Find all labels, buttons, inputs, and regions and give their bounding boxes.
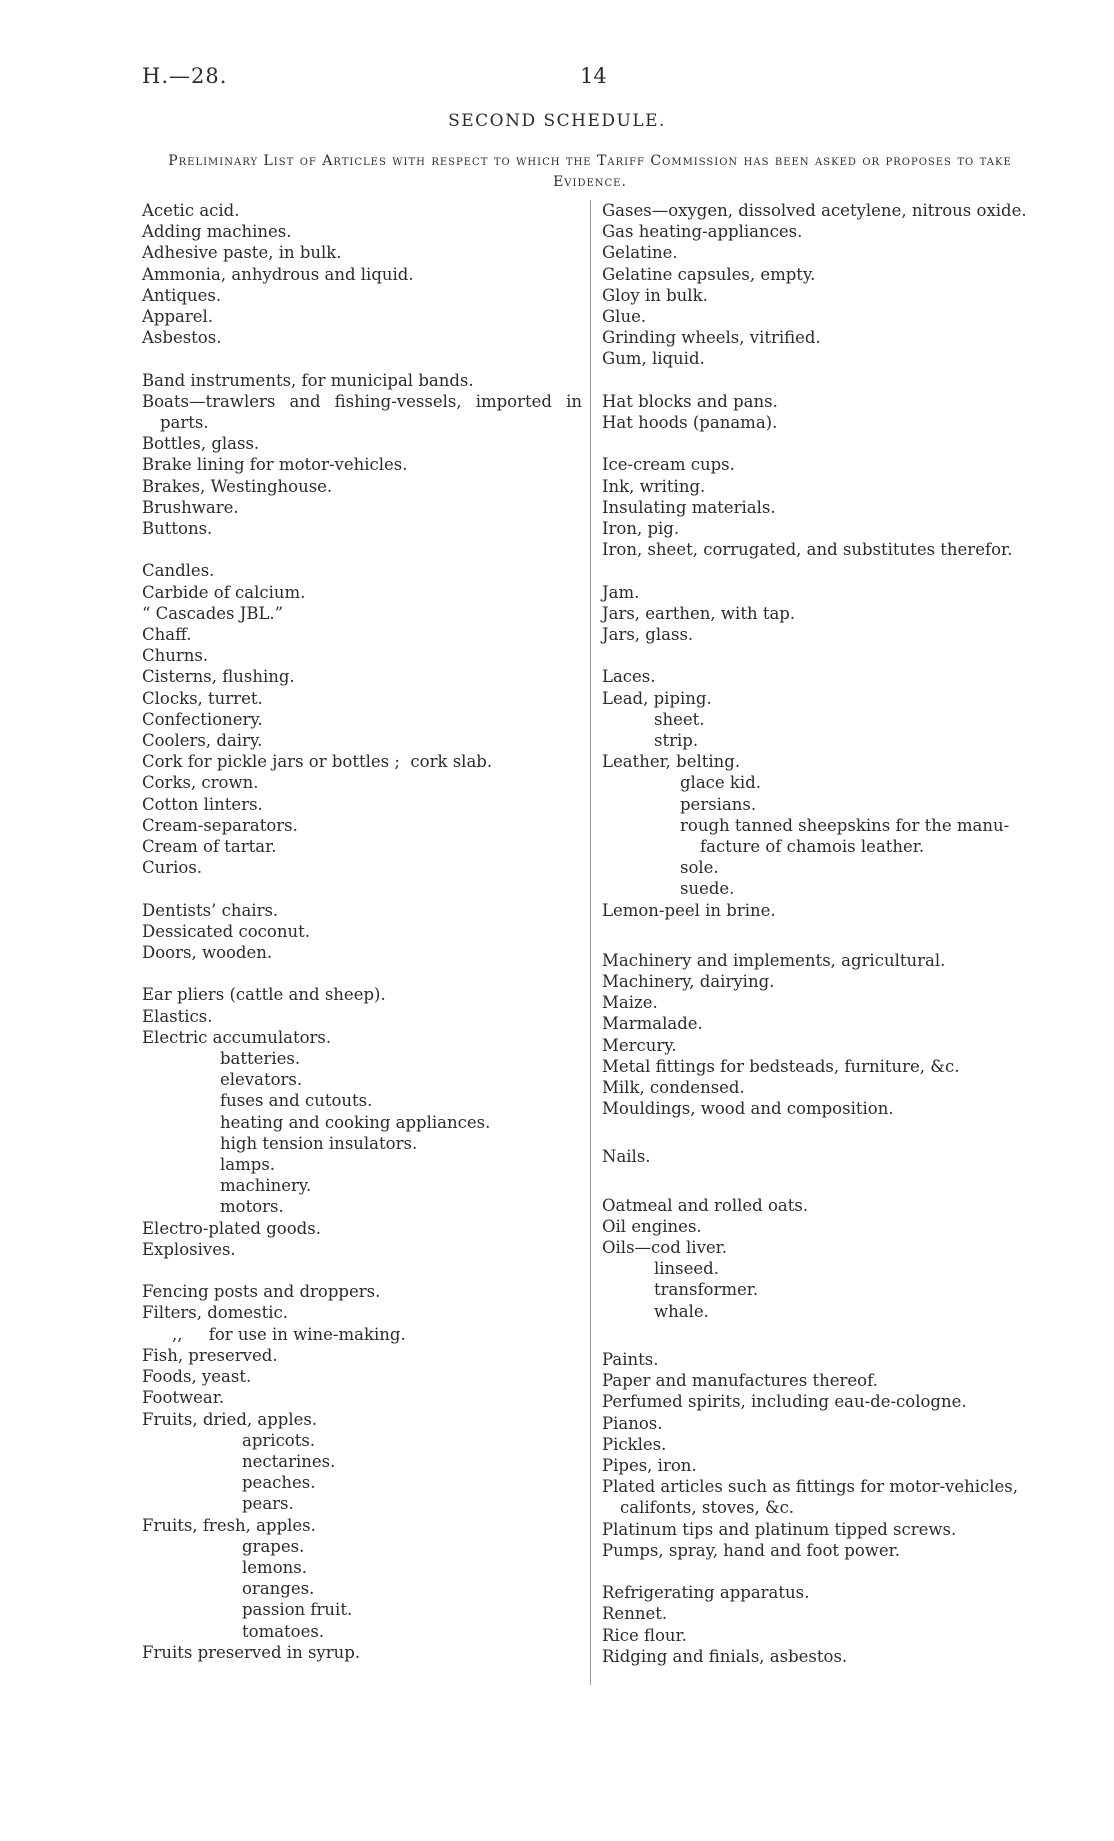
list-item: Lemon-peel in brine. <box>602 900 776 920</box>
list-item: lemons. <box>242 1557 307 1577</box>
list-item: Cisterns, flushing. <box>142 667 295 687</box>
list-item: Oil engines. <box>602 1216 702 1236</box>
list-item: Brushware. <box>142 497 239 517</box>
list-item: Cotton linters. <box>142 794 263 814</box>
list-item: tomatoes. <box>242 1621 325 1641</box>
list-item: Acetic acid. <box>142 201 240 220</box>
list-item: Dentists’ chairs. <box>142 900 279 920</box>
list-item: Paints. <box>602 1349 659 1369</box>
list-item: peaches. <box>242 1473 316 1493</box>
list-item: Maize. <box>602 993 658 1013</box>
list-item: Milk, condensed. <box>602 1078 745 1098</box>
column-divider <box>590 200 591 1685</box>
list-item: Iron, pig. <box>602 519 680 539</box>
schedule-title: SECOND SCHEDULE. <box>448 111 666 131</box>
list-item: Gloy in bulk. <box>602 285 708 305</box>
list-item: transformer. <box>654 1280 759 1300</box>
list-item: Gelatine capsules, empty. <box>602 264 816 284</box>
list-item: Jam. <box>602 582 640 602</box>
list-item: Boats—trawlers and fishing-vessels, imported in parts. <box>142 391 582 433</box>
list-item: heating and cooking appliances. <box>220 1112 491 1132</box>
list-item: Grinding wheels, vitrified. <box>602 328 821 348</box>
list-item: Marmalade. <box>602 1014 703 1034</box>
list-item: Gases—oxygen, dissolved acetylene, nitrous oxide. <box>602 201 1027 220</box>
list-item: suede. <box>680 879 735 899</box>
list-item: Jars, glass. <box>602 625 694 645</box>
right-column <box>602 200 1042 1667</box>
list-item: Insulating materials. <box>602 497 776 517</box>
list-item: pears. <box>242 1494 294 1514</box>
list-item: nectarines. <box>242 1451 336 1471</box>
list-item: Ridging and finials, asbestos. <box>602 1646 848 1666</box>
list-item: Confectionery. <box>142 709 263 729</box>
list-item: Oils—cod liver. <box>602 1238 727 1258</box>
list-item: Glue. <box>602 307 647 327</box>
list-item: Fish, preserved. <box>142 1345 278 1365</box>
list-item: Fruits, dried, apples. <box>142 1409 318 1429</box>
list-item: Gas heating-appliances. <box>602 222 803 242</box>
list-item: Perfumed spirits, including eau-de-cologne. <box>602 1392 967 1412</box>
list-item: high tension insulators. <box>220 1133 418 1153</box>
list-item: Electro-plated goods. <box>142 1218 321 1238</box>
list-item: Coolers, dairy. <box>142 731 263 751</box>
list-item: oranges. <box>242 1579 315 1599</box>
list-item: passion fruit. <box>242 1600 353 1620</box>
list-item: motors. <box>220 1197 284 1217</box>
list-item: Nails. <box>602 1147 651 1167</box>
list-item: Fruits, fresh, apples. <box>142 1515 316 1535</box>
list-item: Ink, writing. <box>602 476 706 496</box>
list-item: Footwear. <box>142 1388 225 1408</box>
list-item: strip. <box>654 731 699 751</box>
list-item: Machinery and implements, agricultural. <box>602 950 946 970</box>
list-item: Ear pliers (cattle and sheep). <box>142 985 386 1005</box>
list-item: linseed. <box>654 1259 719 1279</box>
list-item: persians. <box>680 794 757 814</box>
document-reference: H.—28. <box>142 64 228 88</box>
list-item: Lead, piping. <box>602 688 712 708</box>
page-number: 14 <box>580 64 607 88</box>
list-item: apricots. <box>242 1430 316 1450</box>
list-item: ,, for use in wine-making. <box>172 1324 406 1344</box>
list-item: Cream-separators. <box>142 815 298 835</box>
list-item: Fencing posts and droppers. <box>142 1282 381 1302</box>
list-item: Ammonia, anhydrous and liquid. <box>142 264 414 284</box>
list-item: elevators. <box>220 1070 303 1090</box>
list-item: Clocks, turret. <box>142 688 263 708</box>
list-item: Explosives. <box>142 1239 236 1259</box>
list-item: Leather, belting. <box>602 752 741 772</box>
list-item: Antiques. <box>142 285 222 305</box>
list-item: Doors, wooden. <box>142 943 273 963</box>
list-item: Filters, domestic. <box>142 1303 289 1323</box>
list-item: Candles. <box>142 561 215 581</box>
list-item: “ Cascades JBL.” <box>142 603 284 623</box>
list-item: Elastics. <box>142 1006 213 1026</box>
list-item: Adding machines. <box>142 222 292 242</box>
list-item: Foods, yeast. <box>142 1367 252 1387</box>
list-item: sheet. <box>654 709 705 729</box>
list-item: Machinery, dairying. <box>602 972 775 992</box>
list-item: Mouldings, wood and composition. <box>602 1099 894 1119</box>
list-item: Hat hoods (panama). <box>602 413 778 433</box>
list-item: rough tanned sheepskins for the manu- <box>680 815 1010 835</box>
list-item: Pipes, iron. <box>602 1455 697 1475</box>
list-item: grapes. <box>242 1536 305 1556</box>
list-item: Adhesive paste, in bulk. <box>142 243 342 263</box>
list-item: lamps. <box>220 1155 276 1175</box>
list-item: Platinum tips and platinum tipped screws. <box>602 1519 957 1539</box>
list-item: Electric accumulators. <box>142 1027 332 1047</box>
list-item: machinery. <box>220 1176 312 1196</box>
list-item: Jars, earthen, with tap. <box>602 603 796 623</box>
list-item: Mercury. <box>602 1035 677 1055</box>
list-item: Band instruments, for municipal bands. <box>142 370 474 390</box>
list-item: glace kid. <box>680 773 762 793</box>
list-item: Carbide of calcium. <box>142 582 306 602</box>
list-item: Bottles, glass. <box>142 434 260 454</box>
list-item: Rice flour. <box>602 1625 687 1645</box>
list-item: Metal fittings for bedsteads, furniture, &c. <box>602 1056 960 1076</box>
list-item: Chaff. <box>142 625 192 645</box>
list-item: Fruits preserved in syrup. <box>142 1642 361 1662</box>
list-item: Cork for pickle jars or bottles ; cork slab. <box>142 752 493 772</box>
list-item: Iron, sheet, corrugated, and substitutes therefor. <box>602 540 1013 560</box>
list-item: Paper and manufactures thereof. <box>602 1371 878 1391</box>
list-item: Brake lining for motor-vehicles. <box>142 455 408 475</box>
left-column <box>142 200 582 1663</box>
list-item: Asbestos. <box>142 328 222 348</box>
list-item: Hat blocks and pans. <box>602 391 778 411</box>
list-item: Laces. <box>602 667 656 687</box>
list-item: sole. <box>680 858 719 878</box>
list-item: Brakes, Westinghouse. <box>142 476 333 496</box>
list-item: Pumps, spray, hand and foot power. <box>602 1540 900 1560</box>
list-item: facture of chamois leather. <box>700 837 925 857</box>
list-item: Gum, liquid. <box>602 349 705 369</box>
list-item: whale. <box>654 1301 709 1321</box>
schedule-subtitle: Preliminary List of Articles with respect to which the Tariff Commission has been asked or proposes to take Evidence. <box>168 153 1012 190</box>
list-item: Cream of tartar. <box>142 837 277 857</box>
list-item: Pickles. <box>602 1434 667 1454</box>
list-item: Dessicated coconut. <box>142 921 310 941</box>
list-item: Rennet. <box>602 1604 668 1624</box>
list-item: Buttons. <box>142 519 213 539</box>
list-item: Ice-cream cups. <box>602 455 735 475</box>
list-item: fuses and cutouts. <box>220 1091 373 1111</box>
list-item: Refrigerating apparatus. <box>602 1583 810 1603</box>
list-item: Curios. <box>142 858 203 878</box>
list-item: Apparel. <box>142 307 214 327</box>
list-item: Churns. <box>142 646 209 666</box>
list-item: Gelatine. <box>602 243 678 263</box>
list-item: Corks, crown. <box>142 773 259 793</box>
list-item: batteries. <box>220 1049 301 1069</box>
list-item: Oatmeal and rolled oats. <box>602 1195 809 1215</box>
list-item: Plated articles such as fittings for motor-vehicles, califonts, stoves, &c. <box>602 1477 1019 1518</box>
list-item: Pianos. <box>602 1413 663 1433</box>
